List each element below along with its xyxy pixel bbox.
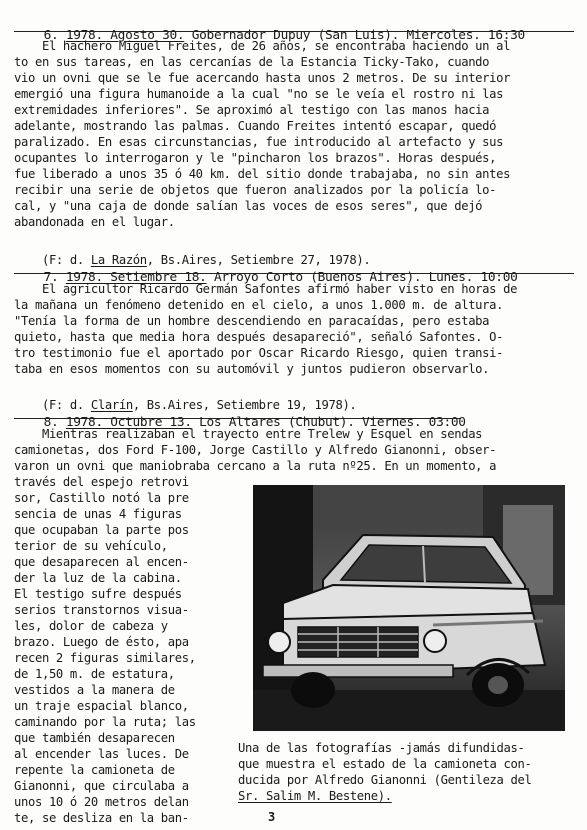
section-place-time: Los Altares (Chubut). Viernes. 03:00: [199, 415, 466, 430]
page-number: 3: [268, 810, 276, 824]
body-line: un traje espacial blanco,: [14, 699, 189, 713]
caption-line: que muestra el estado de la camioneta con-: [238, 757, 532, 771]
body-line: El testigo sufre después: [14, 587, 182, 601]
newspaper-name: La Razón: [90, 253, 147, 267]
heading-rule: [14, 273, 574, 274]
truck-photo: [253, 485, 565, 731]
section-number: 8.: [43, 415, 59, 430]
body-line: serios transtornos visua-: [14, 603, 189, 617]
body-line: adelante, mostrando las palmas. Cuando Freites intentó escapar, quedó: [14, 119, 497, 133]
body-line: extremidades inferiores". Se aproximó al testigo con las manos hacia: [14, 103, 490, 117]
body-line: que también desaparecen: [14, 731, 175, 745]
body-line: cal, y "una caja de donde salían las voces de esos seres", que dejó: [14, 199, 483, 213]
source-prefix: (F: d.: [41, 253, 91, 267]
section-date: 1978. Octubre 13.: [65, 415, 192, 430]
body-line: varon un ovni que maniobraba cercano a la ruta nº25. En un momento, a: [14, 459, 497, 473]
body-line: que desaparecen al encen-: [14, 555, 189, 569]
body-line: te, se desliza en la ban-: [14, 811, 189, 825]
body-line: fue liberado a unos 35 ó 40 km. del sitio donde trabajaba, no sin antes: [14, 167, 511, 181]
body-line: quieto, hasta que media hora después desapareció", señaló Safontes. O-: [14, 330, 504, 344]
section-number: 7.: [43, 270, 59, 285]
body-line: al encender las luces. De: [14, 747, 189, 761]
body-line: recibir una serie de objetos que fueron analizados por la policía lo-: [14, 183, 497, 197]
body-line: repente la camioneta de: [14, 763, 175, 777]
source-suffix: , Bs.Aires, Setiembre 27, 1978).: [146, 253, 371, 267]
pickup-truck-image: [253, 485, 565, 731]
body-line: El hachero Miguel Freites, de 26 años, se encontraba haciendo un al: [14, 39, 511, 53]
body-line: través del espejo retrovi: [14, 475, 189, 489]
source-prefix: (F: d.: [41, 398, 91, 412]
heading-rule: [14, 418, 460, 419]
source-suffix: , Bs.Aires, Setiembre 19, 1978).: [132, 398, 357, 412]
body-line: El agricultor Ricardo Germán Safontes afirmó haber visto en horas de: [14, 282, 518, 296]
body-line: "Tenía la forma de un hombre descendiendo en paracaídas, pero estaba: [14, 314, 490, 328]
body-line: vestidos a la manera de: [14, 683, 175, 697]
caption-line: Una de las fotografías -jamás difundidas-: [238, 741, 525, 755]
caption-line: ducida por Alfredo Gianonni (Gentileza del: [238, 773, 532, 787]
body-line: la mañana un fenómeno detenido en el cielo, a unos 1.000 m. de altura.: [14, 298, 504, 312]
body-line: unos 10 ó 20 metros delan: [14, 795, 189, 809]
body-line: que ocupaban la parte pos: [14, 523, 189, 537]
body-line: ocupantes lo interrogaron y le "pincharon los brazos". Horas después,: [14, 151, 497, 165]
body-line: les, dolor de cabeza y: [14, 619, 168, 633]
body-line: taba en esos momentos con su automóvil y juntos pudieron observarlo.: [14, 362, 490, 376]
body-line: emergió una figura humanoide a la cual "no se le veía el rostro ni las: [14, 87, 504, 101]
body-line: sor, Castillo notó la pre: [14, 491, 189, 505]
body-line: paralizado. En esas circunstancias, fue introducido al artefacto y sus: [14, 135, 504, 149]
body-line: de 1,50 m. de estatura,: [14, 667, 175, 681]
body-line: der la luz de la cabina.: [14, 571, 182, 585]
body-line: camionetas, dos Ford F-100, Jorge Castillo y Alfredo Gianonni, obser-: [14, 443, 497, 457]
body-line: abandonada en el lugar.: [14, 215, 175, 229]
body-line: to en sus tareas, en las cercanías de la Estancia Ticky-Tako, cuando: [14, 55, 490, 69]
section-place-time: Arroyo Corto (Buenos Aires). Lunes. 10:00: [213, 270, 518, 285]
body-line: brazo. Luego de ésto, apa: [14, 635, 189, 649]
heading-rule: [14, 31, 574, 32]
body-line: caminando por la ruta; las: [14, 715, 196, 729]
section-place-time: Gobernador Dupuy (San Luis). Miercoles. 16:30: [191, 28, 525, 43]
body-line: Mientras realizaban el trayecto entre Trelew y Esquel en sendas: [14, 427, 483, 441]
caption-line: Sr. Salim M. Bestene).: [238, 789, 392, 803]
section-number: 6.: [43, 28, 59, 43]
section-date: 1978. Agosto 30.: [65, 28, 185, 43]
section-date: 1978. Setiembre 18.: [65, 270, 207, 285]
body-line: tro testimonio fue el aportado por Oscar Ricardo Riesgo, quien transi-: [14, 346, 504, 360]
newspaper-name: Clarín: [90, 398, 133, 412]
body-line: recen 2 figuras similares,: [14, 651, 196, 665]
body-line: Gianonni, que circulaba a: [14, 779, 189, 793]
body-line: terior de su vehículo,: [14, 539, 168, 553]
body-line: sencia de unas 4 figuras: [14, 507, 182, 521]
body-line: vio un ovni que se le fue acercando hasta unos 2 metros. De su interior: [14, 71, 511, 85]
